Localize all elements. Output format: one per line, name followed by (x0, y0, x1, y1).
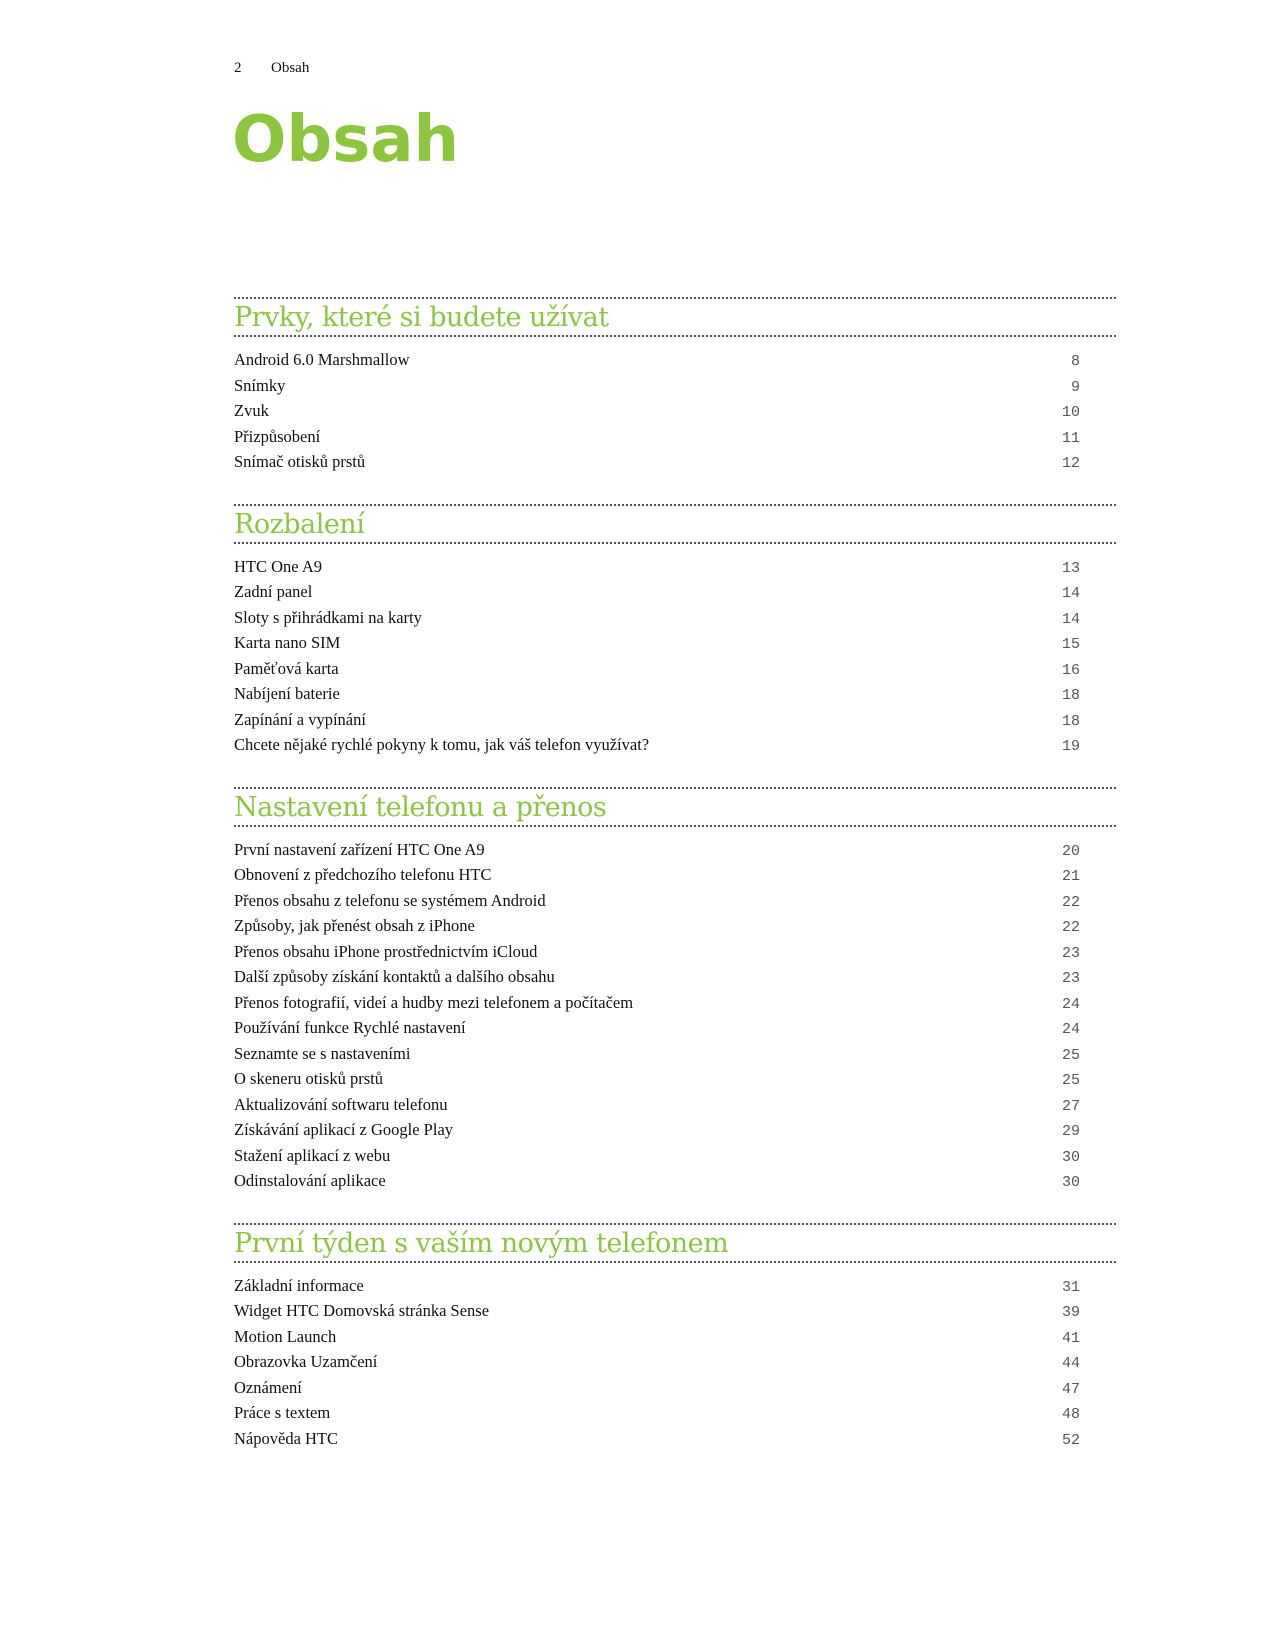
toc-entry-label[interactable]: Sloty s přihrádkami na karty (234, 607, 422, 627)
toc-entry[interactable] (234, 990, 1116, 1016)
toc-entry-label[interactable]: Základní informace (234, 1275, 364, 1295)
toc-entry-label[interactable]: HTC One A9 (234, 556, 322, 576)
toc-entry-page-number[interactable]: 13 (1061, 559, 1080, 577)
toc-entry-label[interactable]: Obnovení z předchozího telefonu HTC (234, 865, 492, 884)
toc-entry[interactable] (234, 1168, 1116, 1194)
toc-entry-page-number[interactable]: 30 (1061, 1148, 1080, 1166)
toc-entry[interactable] (234, 964, 1116, 990)
toc-entry-label[interactable]: Aktualizování softwaru telefonu (234, 1094, 448, 1114)
toc-entry-label[interactable]: Snímky (234, 375, 286, 395)
toc-entry-label[interactable]: Zvuk (234, 401, 269, 420)
toc-entry-page-number[interactable]: 15 (1061, 636, 1080, 653)
toc-entry-label[interactable]: Oznámení (234, 1377, 302, 1397)
toc-entry[interactable] (234, 939, 1116, 965)
toc-entry-label[interactable]: Seznamte se s nastaveními (234, 1043, 411, 1063)
toc-entry[interactable] (234, 888, 1116, 914)
toc-section (234, 504, 1116, 758)
toc-entry[interactable] (234, 424, 1116, 450)
toc-entry[interactable] (234, 449, 1116, 475)
toc-entry-label[interactable]: Snímač otisků prstů (234, 452, 366, 471)
toc-entry[interactable] (234, 373, 1116, 399)
toc-entry-page-number[interactable]: 27 (1061, 1097, 1080, 1115)
toc-entry-page-number[interactable]: 31 (1061, 1278, 1080, 1296)
toc-entry[interactable] (234, 707, 1116, 733)
toc-entry[interactable] (234, 605, 1116, 631)
toc-entry-label[interactable]: Odinstalování aplikace (234, 1171, 386, 1190)
toc-entry-label[interactable]: Karta nano SIM (234, 633, 341, 652)
toc-entry-label[interactable]: Android 6.0 Marshmallow (234, 350, 410, 369)
toc-entry[interactable] (234, 1015, 1116, 1041)
toc-entry[interactable] (234, 732, 1116, 758)
toc-entry-label[interactable]: Používání funkce Rychlé nastavení (234, 1018, 466, 1037)
toc-entry-label[interactable]: Získávání aplikací z Google Play (234, 1120, 454, 1139)
toc-entry[interactable] (234, 630, 1116, 656)
toc-entry-label[interactable]: Způsoby, jak přenést obsah z iPhone (234, 916, 475, 935)
toc-entry-page-number[interactable]: 23 (1061, 944, 1080, 962)
toc-entry-page-number[interactable]: 47 (1061, 1380, 1080, 1398)
toc-entry-page-number[interactable]: 25 (1061, 1072, 1080, 1089)
toc-entry-label[interactable]: Zapínání a vypínání (234, 709, 366, 729)
toc-entry-page-number[interactable]: 41 (1061, 1329, 1080, 1347)
toc-section (234, 1223, 1116, 1452)
toc-entry[interactable] (234, 1143, 1116, 1169)
toc-entry-label[interactable]: Přenos fotografií, videí a hudby mezi telefonem a počítačem (234, 992, 634, 1012)
toc-entry-page-number[interactable]: 18 (1061, 712, 1080, 730)
toc-entry[interactable] (234, 1298, 1116, 1324)
toc-entry-page-number[interactable]: 11 (1061, 429, 1080, 447)
toc-entry-page-number[interactable]: 44 (1061, 1355, 1080, 1372)
toc-entry-label[interactable]: První nastavení zařízení HTC One A9 (234, 839, 485, 859)
toc-section (234, 787, 1116, 1194)
toc-entry-label[interactable]: Widget HTC Domovská stránka Sense (234, 1301, 490, 1320)
toc-entry-page-number[interactable]: 22 (1061, 919, 1080, 936)
toc-entry-label[interactable]: Nápověda HTC (234, 1428, 339, 1448)
toc-entry[interactable] (234, 1066, 1116, 1092)
toc-entry-label[interactable]: O skeneru otisků prstů (234, 1069, 383, 1088)
toc-entry-page-number[interactable]: 24 (1061, 995, 1080, 1013)
toc-entry[interactable] (234, 837, 1116, 863)
toc-entry[interactable] (234, 1400, 1116, 1426)
toc-entry-page-number[interactable]: 8 (1070, 353, 1080, 370)
toc-entry-label[interactable]: Přenos obsahu z telefonu se systémem Android (234, 890, 546, 910)
toc-entry-page-number[interactable]: 20 (1061, 842, 1080, 860)
toc-entry-page-number[interactable]: 14 (1061, 610, 1080, 628)
toc-entry[interactable] (234, 347, 1116, 373)
toc-entry[interactable] (234, 579, 1116, 605)
toc-entry[interactable] (234, 1426, 1116, 1452)
toc-entry-label[interactable]: Paměťová karta (234, 658, 339, 678)
toc-entry-page-number[interactable]: 21 (1061, 868, 1080, 885)
table-of-contents (234, 297, 1116, 1480)
toc-entry[interactable] (234, 1349, 1116, 1375)
toc-entry-label[interactable]: Zadní panel (234, 582, 313, 601)
toc-entry-page-number[interactable]: 23 (1061, 970, 1080, 987)
toc-entry-page-number[interactable]: 12 (1061, 455, 1080, 472)
toc-section (234, 297, 1116, 475)
toc-entry[interactable] (234, 1273, 1116, 1299)
toc-entry-label[interactable]: Chcete nějaké rychlé pokyny k tomu, jak váš telefon využívat? (234, 735, 650, 754)
toc-entry-page-number[interactable]: 30 (1061, 1174, 1080, 1191)
toc-entry-page-number[interactable]: 24 (1061, 1021, 1080, 1038)
toc-section-heading[interactable]: První týden s vaším novým telefonem (234, 1223, 1116, 1263)
toc-entry[interactable] (234, 913, 1116, 939)
toc-entry[interactable] (234, 1324, 1116, 1350)
toc-entry-label[interactable]: Motion Launch (234, 1326, 337, 1346)
toc-section-heading[interactable]: Rozbalení (234, 504, 1116, 544)
toc-entry-page-number[interactable]: 39 (1061, 1304, 1080, 1321)
toc-entry-page-number[interactable]: 48 (1061, 1406, 1080, 1423)
toc-entry-page-number[interactable]: 9 (1070, 378, 1080, 396)
toc-entry[interactable] (234, 398, 1116, 424)
toc-entry[interactable] (234, 862, 1116, 888)
running-head (234, 60, 309, 77)
toc-entry[interactable] (234, 1092, 1116, 1118)
toc-entry[interactable] (234, 1117, 1116, 1143)
toc-entry[interactable] (234, 656, 1116, 682)
page-number: 2 (234, 60, 242, 76)
toc-entry-page-number[interactable]: 22 (1061, 893, 1080, 911)
toc-entry-page-number[interactable]: 16 (1061, 661, 1080, 679)
toc-entry-page-number[interactable]: 14 (1061, 585, 1080, 602)
toc-entry-label[interactable]: Přizpůsobení (234, 426, 321, 446)
toc-entry-page-number[interactable]: 10 (1061, 404, 1080, 421)
toc-entry-page-number[interactable]: 29 (1061, 1123, 1080, 1140)
toc-entry-page-number[interactable]: 18 (1061, 687, 1080, 704)
toc-entry-label[interactable]: Další způsoby získání kontaktů a dalšího obsahu (234, 967, 555, 986)
toc-section-heading[interactable]: Prvky, které si budete užívat (234, 297, 1116, 337)
toc-entry-label[interactable]: Přenos obsahu iPhone prostřednictvím iCloud (234, 941, 538, 961)
toc-entry[interactable] (234, 1375, 1116, 1401)
toc-entry[interactable] (234, 681, 1116, 707)
toc-entry[interactable] (234, 1041, 1116, 1067)
toc-entry-label[interactable]: Obrazovka Uzamčení (234, 1352, 378, 1371)
toc-entry-label[interactable]: Práce s textem (234, 1403, 331, 1422)
toc-entry-label[interactable]: Stažení aplikací z webu (234, 1145, 391, 1165)
toc-entry-page-number[interactable]: 25 (1061, 1046, 1080, 1064)
running-head-section: Obsah (271, 60, 310, 76)
toc-entry-page-number[interactable]: 19 (1061, 738, 1080, 755)
toc-section-heading[interactable]: Nastavení telefonu a přenos (234, 787, 1116, 827)
page-title: Obsah (232, 103, 460, 177)
toc-entry[interactable] (234, 554, 1116, 580)
toc-entry-label[interactable]: Nabíjení baterie (234, 684, 340, 703)
toc-entry-page-number[interactable]: 52 (1061, 1431, 1080, 1449)
